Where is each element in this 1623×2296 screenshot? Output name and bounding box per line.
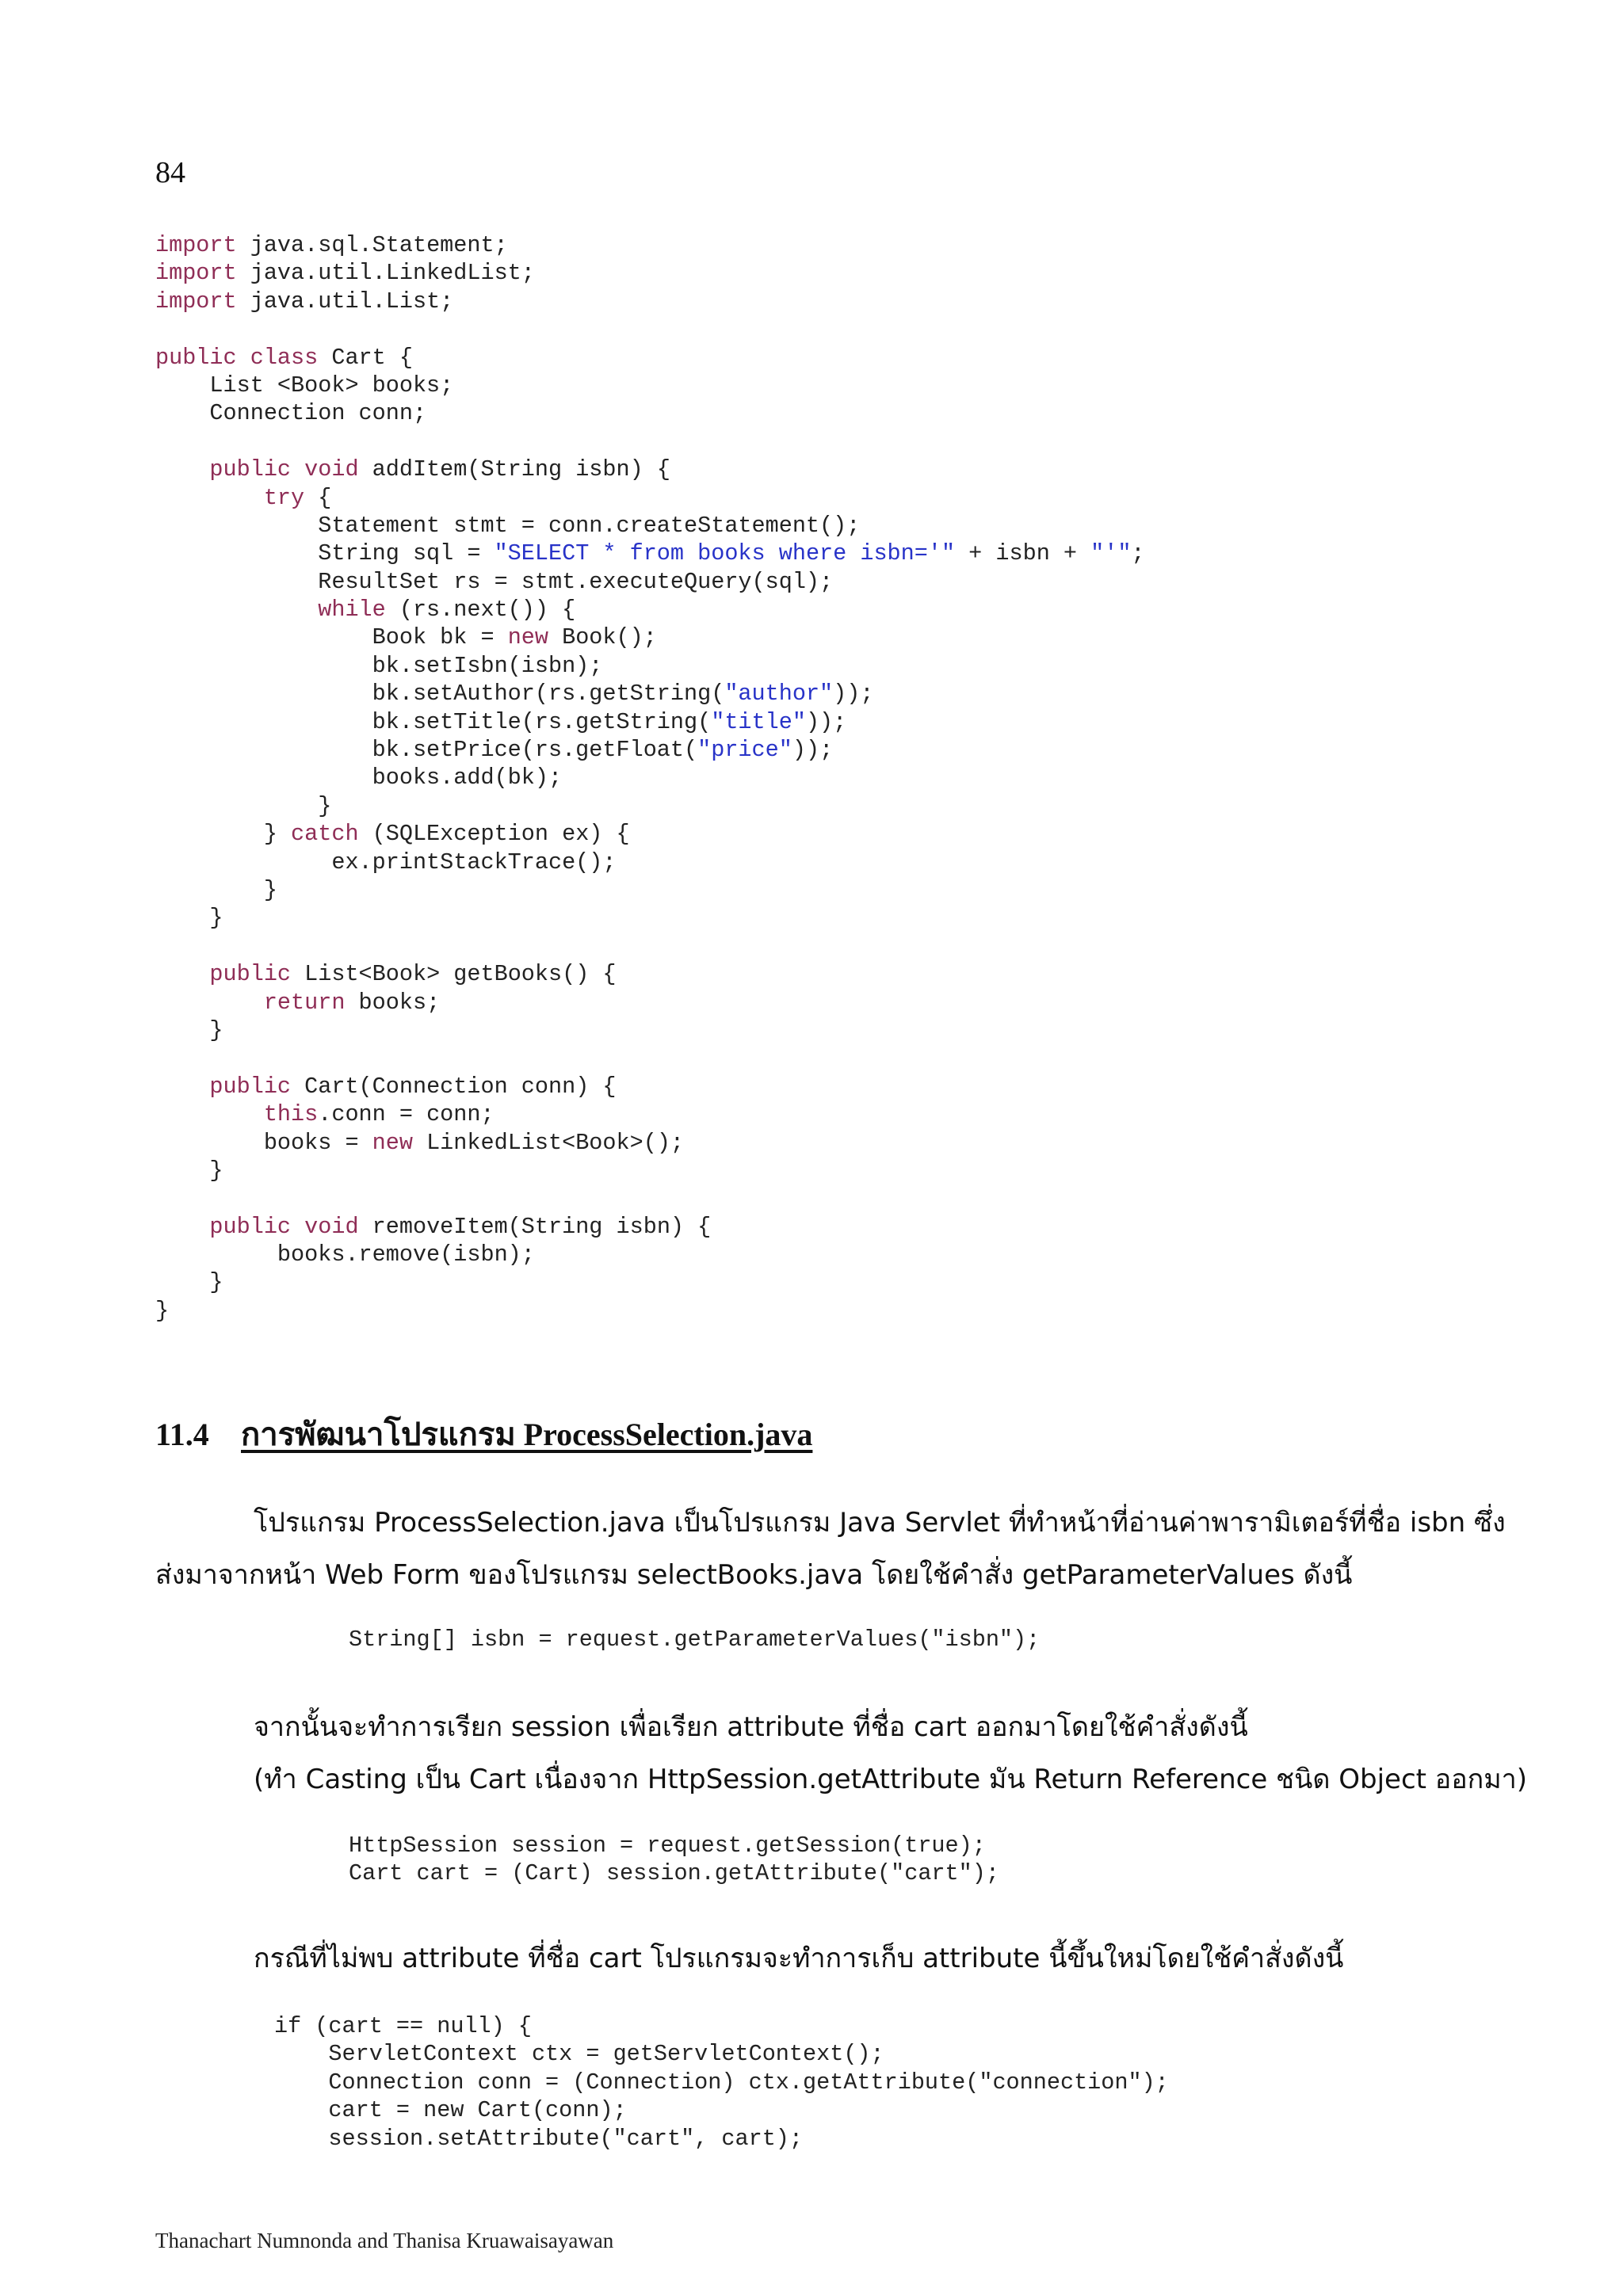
code-line xyxy=(155,1129,1145,1157)
code-text: } xyxy=(155,1157,223,1184)
code-line xyxy=(155,792,1145,820)
code-text: bk.setTitle(rs.getString( xyxy=(155,708,712,735)
code-text xyxy=(155,1074,209,1100)
code-line xyxy=(155,680,1145,707)
code-text: bk.setPrice(rs.getFloat( xyxy=(155,737,698,764)
code-line xyxy=(155,1184,1145,1212)
code-line xyxy=(155,708,1145,736)
paragraph-cart-null: กรณีที่ไม่พบ attribute ที่ชื่อ cart โปรแกรมจะทำการเก็บ attribute นี้ขึ้นใหม่โดยใช้คำสั่งดังนี้ xyxy=(254,1943,1344,1974)
code-text: books.remove(isbn); xyxy=(155,1241,535,1268)
code-line xyxy=(155,876,1145,904)
code-keyword: this xyxy=(263,1101,319,1128)
code-string: "price" xyxy=(697,737,792,764)
code-snippet-get-parameters xyxy=(349,1626,1040,1653)
code-text: { xyxy=(304,484,332,511)
code-keyword: return xyxy=(263,989,346,1016)
page-footer: Thanachart Numnonda and Thanisa Kruawaisayawan xyxy=(155,2229,614,2252)
code-text: String sql = xyxy=(155,540,495,567)
code-keyword: public xyxy=(209,961,292,988)
code-line xyxy=(155,456,1145,483)
code-text: (rs.next()) { xyxy=(385,597,576,624)
code-line xyxy=(155,1297,1145,1325)
code-line: Connection conn = (Connection) ctx.getAttribute("connection"); xyxy=(274,2069,1169,2096)
code-keyword: public void xyxy=(209,456,359,483)
code-line: HttpSession session = request.getSession(true); xyxy=(349,1833,986,1859)
code-line xyxy=(155,1157,1145,1184)
code-text: bk.setIsbn(isbn); xyxy=(155,652,603,679)
code-line xyxy=(155,652,1145,680)
code-keyword: public class xyxy=(155,344,319,371)
code-keyword: catch xyxy=(291,821,359,848)
code-snippet-get-session xyxy=(349,1832,999,1888)
section-number: 11.4 xyxy=(155,1417,209,1452)
code-line: String[] isbn = request.getParameterValues("isbn"); xyxy=(349,1627,1041,1653)
code-text: Connection conn; xyxy=(155,400,427,427)
paragraph-session-line-1: จากนั้นจะทำการเรียก session เพื่อเรียก attribute ที่ชื่อ cart ออกมาโดยใช้คำสั่งดังนี้ xyxy=(254,1711,1248,1743)
code-text: Statement stmt = conn.createStatement(); xyxy=(155,512,861,539)
code-text: (SQLException ex) { xyxy=(358,821,630,848)
code-text: } xyxy=(155,905,223,932)
code-line xyxy=(155,1100,1145,1128)
code-keyword: while xyxy=(318,597,386,624)
code-text: ; xyxy=(1131,540,1145,567)
code-text xyxy=(155,961,209,987)
code-text: addItem(String isbn) { xyxy=(358,456,670,483)
code-line xyxy=(155,259,1145,287)
code-text: } xyxy=(155,1016,223,1043)
code-string: "SELECT * from books where isbn='" xyxy=(494,540,956,567)
code-line xyxy=(155,568,1145,596)
code-line xyxy=(155,484,1145,512)
code-line xyxy=(155,1213,1145,1241)
code-text: + isbn + xyxy=(955,540,1091,567)
code-keyword: import xyxy=(155,288,237,315)
code-text: )); xyxy=(805,708,847,735)
code-line: Cart cart = (Cart) session.getAttribute("cart"); xyxy=(349,1860,999,1887)
code-line xyxy=(155,512,1145,540)
code-text: books = xyxy=(155,1129,372,1156)
code-text xyxy=(155,1101,264,1127)
code-line xyxy=(155,736,1145,764)
code-line xyxy=(155,904,1145,932)
page-number: 84 xyxy=(155,156,185,189)
code-line xyxy=(155,960,1145,988)
code-text: ResultSet rs = stmt.executeQuery(sql); xyxy=(155,568,834,595)
code-line xyxy=(155,399,1145,427)
code-snippet-create-cart xyxy=(274,2012,1169,2153)
code-string: "author" xyxy=(724,681,834,707)
code-line xyxy=(155,764,1145,791)
code-text: Cart(Connection conn) { xyxy=(291,1073,617,1100)
code-text: } xyxy=(155,821,292,848)
code-keyword: public void xyxy=(209,1213,359,1240)
code-text: ex.printStackTrace(); xyxy=(155,849,617,875)
code-keyword: new xyxy=(507,624,548,651)
code-text xyxy=(155,990,264,1016)
code-line xyxy=(155,624,1145,651)
code-line xyxy=(155,372,1145,399)
code-line xyxy=(155,1073,1145,1100)
code-line: session.setAttribute("cart", cart); xyxy=(274,2125,804,2152)
code-line xyxy=(155,1268,1145,1296)
code-text: .conn = conn; xyxy=(318,1101,495,1128)
code-line xyxy=(155,1044,1145,1072)
code-text: } xyxy=(155,876,277,903)
paragraph-intro-line-2: ส่งมาจากหน้า Web Form ของโปรแกรม selectBooks.java โดยใช้คำสั่ง getParameterValues ดังนี้ xyxy=(155,1559,1353,1591)
code-text: Cart { xyxy=(318,344,413,371)
code-line xyxy=(155,933,1145,960)
section-title: การพัฒนาโปรแกรม ProcessSelection.java xyxy=(241,1417,813,1452)
code-line xyxy=(155,1241,1145,1268)
code-line xyxy=(155,820,1145,848)
code-line xyxy=(155,540,1145,567)
code-line xyxy=(155,849,1145,876)
code-text xyxy=(155,456,209,482)
code-text xyxy=(155,485,264,511)
code-text: List<Book> getBooks() { xyxy=(291,961,617,988)
code-text: } xyxy=(155,1269,223,1296)
code-line xyxy=(155,315,1145,343)
code-line: if (cart == null) { xyxy=(274,2013,532,2039)
code-text: LinkedList<Book>(); xyxy=(412,1129,685,1156)
code-keyword: import xyxy=(155,260,237,287)
code-text: )); xyxy=(833,681,874,707)
paragraph-intro-line-1: โปรแกรม ProcessSelection.java เป็นโปรแกรม Java Servlet ที่ทำหน้าที่อ่านค่าพารามิเตอร์ที่ชื่อ isbn ซึ่ง xyxy=(254,1507,1506,1539)
code-keyword: try xyxy=(263,484,305,511)
code-text: java.util.List; xyxy=(236,288,454,315)
code-line xyxy=(155,1016,1145,1044)
code-text: )); xyxy=(792,737,834,764)
code-text: java.sql.Statement; xyxy=(236,232,508,258)
code-block-cart-class xyxy=(155,231,1145,1325)
code-string: "title" xyxy=(711,708,806,735)
code-text: } xyxy=(155,1297,170,1324)
code-line: cart = new Cart(conn); xyxy=(274,2097,627,2124)
paragraph-session-line-2: (ทำ Casting เป็น Cart เนื่องจาก HttpSession.getAttribute มัน Return Reference ชนิด Object ออกมา) xyxy=(254,1764,1527,1795)
code-line xyxy=(155,989,1145,1016)
code-text: Book(); xyxy=(548,624,657,651)
code-text xyxy=(155,597,318,623)
code-keyword: import xyxy=(155,232,237,258)
code-text: books; xyxy=(345,989,441,1016)
code-line xyxy=(155,231,1145,259)
code-keyword: new xyxy=(372,1129,413,1156)
code-text: Book bk = xyxy=(155,624,508,651)
code-line xyxy=(155,428,1145,456)
code-text: bk.setAuthor(rs.getString( xyxy=(155,681,725,707)
code-line: ServletContext ctx = getServletContext(); xyxy=(274,2041,884,2068)
code-keyword: public xyxy=(209,1073,292,1100)
code-line xyxy=(155,596,1145,624)
code-text: } xyxy=(155,792,332,819)
code-text xyxy=(155,1214,209,1240)
code-line xyxy=(155,344,1145,372)
code-text: List <Book> books; xyxy=(155,372,454,399)
code-text: java.util.LinkedList; xyxy=(236,260,535,287)
code-string: "'" xyxy=(1090,540,1132,567)
code-text: books.add(bk); xyxy=(155,765,563,791)
code-line xyxy=(155,288,1145,315)
section-heading xyxy=(155,1413,812,1456)
code-text: removeItem(String isbn) { xyxy=(358,1213,712,1240)
